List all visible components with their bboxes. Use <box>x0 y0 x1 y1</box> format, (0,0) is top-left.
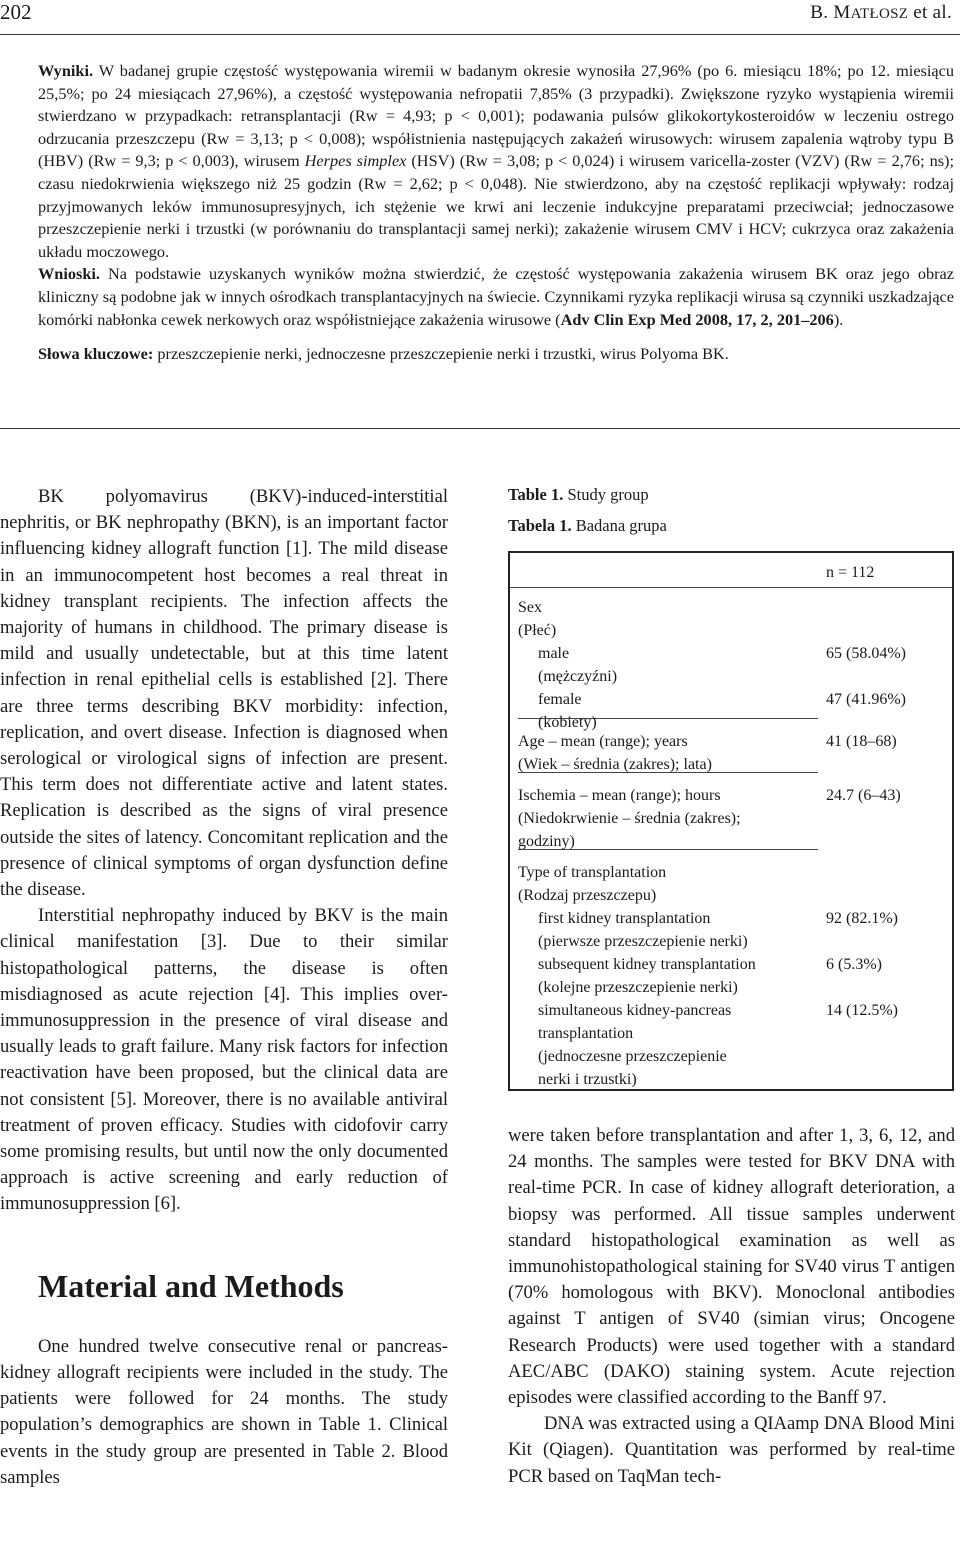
keywords-label: Słowa kluczowe: <box>38 344 154 364</box>
abstract <box>38 60 954 366</box>
page-header <box>0 0 960 40</box>
running-head-small: ATŁOSZ <box>850 6 909 22</box>
intro-paragraph-1: BK polyomavirus (BKV)-induced-interstitial nephritis, or BK nephropathy (BKN), is an important factor influencing kidney allograft function [1]. The mild disease in an immunocompetent host becomes a real threat in kidney transplant recipients. The infection affects the majority of humans in childhood. The primary disease is mild and usually undetectable, but at this time latent infection in renal epithelial cells is established [2]. There are three terms describing BKV morbidity: infection, replication, and overt disease. Infection is diagnosed when serological or virological signs of infection are present. This term does not differentiate active and latent states. Replication is described as the signs of viral presence outside the sites of latency. Concomitant replication and the presence of clinical symptoms of organ dysfunction define the disease. <box>0 486 448 901</box>
table-cell-value: 65 (58.04%) <box>826 645 906 662</box>
table-cell-value: 92 (82.1%) <box>826 910 898 927</box>
intro-paragraph-2: Interstitial nephropathy induced by BKV is the main clinical manifestation [3]. Due to their similar histopathological patterns, the disease is often misdiagnosed as acute rejection [4]. This implies over-immunosuppression in the presence of viral disease and usually leads to graft failure. Many risk factors for infection reactivation have been proposed, but the clinical data are not consistent [5]. Moreover, there is no available antiviral treatment of proven efficacy. Studies with cidofovir carry some promising results, but until now the only documented approach is active screening and early reduction of immunosuppression [6]. <box>0 905 448 1215</box>
results-text-2: (HSV) (Rw = 3,08; p < 0,024) i wirusem varicella-zoster (VZV) (Rw = 2,76; ns); czasu niedokrwienia większego niż 25 godzin (Rw = 2,62; p < 0,048). Nie stwierdzono, aby na częstość replikacji wpływały: rodzaj przyjmowanych leków immunosupresyjnych, ich stężenie we krwi ani leczenie indukcyjne preparatami przeciwciał; jednoczasowe przeszczepienie nerki i trzustki (w porównaniu do transplantacji samej nerki); zakażenie wirusem CMV i HCV; cukrzyca oraz zakażenia układu moczowego. <box>38 151 954 261</box>
table-caption-en-text: Study group <box>563 485 649 504</box>
abstract-keywords <box>38 343 954 366</box>
table-cell-label: female <box>538 691 582 708</box>
study-group-table <box>508 551 954 1091</box>
running-head-first: B. M <box>810 2 851 23</box>
table-cell-label: Type of transplantation <box>518 864 667 881</box>
page-number: 202 <box>0 0 32 24</box>
table-cell-label: Age – mean (range); years <box>518 733 688 750</box>
right-body <box>508 1123 955 1490</box>
table-cell-label: subsequent kidney transplantation <box>538 956 756 973</box>
running-head <box>810 2 952 24</box>
table-cell-label: (kobiety) <box>538 714 597 731</box>
table-cell-label: first kidney transplantation <box>538 910 711 927</box>
abstract-results <box>38 60 954 263</box>
conclusions-end: ). <box>833 309 844 329</box>
table-cell-label: male <box>538 645 570 662</box>
table-cell-label: nerki i trzustki) <box>538 1071 637 1088</box>
running-head-rest: et al. <box>908 2 952 23</box>
results-text: W badanej grupie częstość występowania wiremii w badanym okresie wynosiła 27,96% (po 6. miesiącu 18%; po 12. miesiącu 25,5%; po 24 miesiącach 27,96%), a częstość występowania nefropatii 7,85% (3 przypadki). Zwiększone ryzyko wystąpienia wiremii stwierdzano w przypadkach: retransplantacji (Rw = 4,93; p < 0,001); podawania pulsów glikokortykosteroidów w leczeniu ostrego odrzucania przeszczepu (Rw = 3,13; p < 0,008); współistnienia następujących zakażeń wirusowych: wirusem zapalenia wątroby typu B (HBV) (Rw = 9,3; p < 0,003), wirusem <box>38 61 954 171</box>
table-cell-label: (pierwsze przeszczepienie nerki) <box>538 933 748 950</box>
methods-paragraph-2: were taken before transplantation and after 1, 3, 6, 12, and 24 months. The samples were tested for BKV DNA with real-time PCR. In case of kidney allograft deterioration, a biopsy was performed. All tissue samples underwent standard histopathological examination as well as immunohistopathological staining for SV40 virus T antigen (70% homologous with BKV). Monoclonal antibodies against T antigen of SV40 (simian virus; Oncogene Research Products) were used together with a standard AEC/ABC (DAKO) staining system. Acute rejection episodes were classified according to the Banff 97. <box>508 1125 955 1409</box>
results-label: Wyniki. <box>38 61 94 80</box>
conclusions-label: Wnioski. <box>38 264 100 284</box>
table-cell-value: 24.7 (6–43) <box>826 787 901 804</box>
table-cell-label: (Rodzaj przeszczepu) <box>518 887 657 904</box>
results-italic: Herpes simplex <box>304 151 407 171</box>
table-caption-en-label: Table 1. <box>508 485 564 504</box>
right-column <box>508 484 955 1490</box>
table-cell-label: Sex <box>518 599 542 616</box>
abstract-conclusions <box>38 263 954 331</box>
abstract-rule <box>0 428 960 429</box>
citation: Adv Clin Exp Med 2008, 17, 2, 201–206 <box>560 309 834 329</box>
table-cell-label: simultaneous kidney-pancreas <box>538 1002 732 1019</box>
methods-paragraph-3: DNA was extracted using a QIAamp DNA Blood Mini Kit (Qiagen). Quantitation was performed by real-time PCR based on TaqMan tech- <box>508 1413 955 1487</box>
table-cell-value: 47 (41.96%) <box>826 691 906 708</box>
table-caption-en <box>508 484 955 506</box>
table-cell-value: 14 (12.5%) <box>826 1002 898 1019</box>
table-cell-value: 41 (18–68) <box>826 733 897 750</box>
table-caption-pl-text: Badana grupa <box>571 516 667 535</box>
table-cell-label: (jednoczesne przeszczepienie <box>538 1048 727 1065</box>
table-cell-label: (mężczyźni) <box>538 668 618 685</box>
table-caption-pl-label: Tabela 1. <box>508 516 572 535</box>
table-header-rule <box>510 587 952 588</box>
header-rule <box>0 34 960 35</box>
table-cell-label: (Płeć) <box>518 622 557 639</box>
table-cell-label: (kolejne przeszczepienie nerki) <box>538 979 738 996</box>
table-cell-value: 6 (5.3%) <box>826 956 882 973</box>
left-column <box>0 484 448 1491</box>
keywords-text: przeszczepienie nerki, jednoczesne przeszczepienie nerki i trzustki, wirus Polyoma BK. <box>153 344 729 364</box>
table-cell-label: transplantation <box>538 1025 634 1042</box>
section-heading: Material and Methods <box>38 1267 344 1304</box>
conclusions-text: Na podstawie uzyskanych wyników można stwierdzić, że częstość występowania zakażenia wirusem BK oraz jego obraz kliniczny są podobne jak w innych ośrodkach transplantacyjnych na świecie. Czynnikami ryzyka replikacji wirusa są czynniki uszkadzające komórki nabłonka cewek nerkowych oraz współistniejące zakażenia wirusowe ( <box>38 264 954 329</box>
table-cell-label: godziny) <box>518 833 575 850</box>
table-cell-label: Ischemia – mean (range); hours <box>518 787 721 804</box>
table-n-header: n = 112 <box>826 564 875 581</box>
table-caption-pl <box>508 515 955 537</box>
table-cell-label: (Niedokrwienie – średnia (zakres); <box>518 810 741 827</box>
table-cell-label: (Wiek – średnia (zakres); lata) <box>518 756 712 773</box>
methods-paragraph-1: One hundred twelve consecutive renal or pancreas-kidney allograft recipients were included in the study. The patients were followed for 24 months. The study population’s demographics are shown in Table 1. Clinical events in the study group are presented in Table 2. Blood samples <box>0 1335 448 1488</box>
